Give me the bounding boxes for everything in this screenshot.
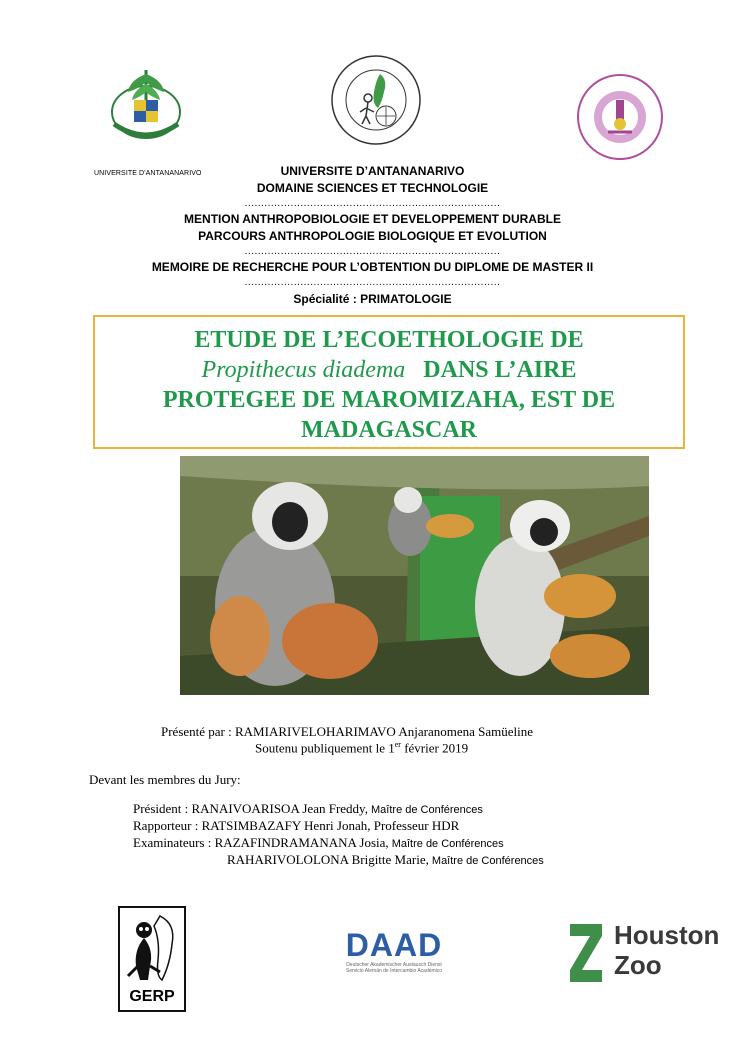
parcours-name: PARCOURS ANTHROPOLOGIE BIOLOGIQUE ET EVOLUTION bbox=[198, 229, 547, 243]
houston-zoo-emblem-icon bbox=[568, 922, 604, 984]
university-seal-logo bbox=[100, 62, 192, 142]
thesis-title-box bbox=[93, 315, 685, 449]
jury-examiner-2 bbox=[227, 852, 544, 868]
jury-intro: Devant les membres du Jury: bbox=[89, 772, 241, 787]
president-title: Maître de Conférences bbox=[367, 804, 483, 816]
sifaka-lemur-photo bbox=[180, 456, 649, 695]
zoo-label: Zoo bbox=[614, 950, 662, 980]
gerp-logo bbox=[118, 906, 186, 1012]
daad-wordmark: DAAD bbox=[345, 927, 443, 963]
examiner-1-title: Maître de Conférences bbox=[388, 838, 504, 850]
speciality: Spécialité : PRIMATOLOGIE bbox=[293, 292, 452, 306]
houston-zoo-logo bbox=[568, 920, 720, 984]
title-line-4: MADAGASCAR bbox=[301, 417, 477, 443]
president-name: Président : RANAIVOARISOA Jean Freddy, bbox=[133, 801, 368, 816]
separator-dots: .............................................................................. bbox=[244, 198, 501, 209]
daad-subtitle-2: Servicio Alemán de Intercambio Académico bbox=[345, 968, 443, 974]
defense-sup: er bbox=[394, 740, 401, 749]
university-small-label: UNIVERSITE D'ANTANANARIVO bbox=[94, 170, 202, 177]
memoir-description: MEMOIRE DE RECHERCHE POUR L’OBTENTION DU DIPLOME DE MASTER II bbox=[151, 260, 594, 274]
title-line-3: PROTEGEE DE MAROMIZAHA, EST DE bbox=[162, 387, 616, 413]
defense-date bbox=[255, 740, 468, 756]
separator-dots: .............................................................................. bbox=[244, 277, 501, 288]
daad-logo bbox=[330, 928, 458, 974]
examiner-2-name: RAHARIVOLOLONA Brigitte Marie, bbox=[227, 852, 429, 867]
gerp-label: GERP bbox=[129, 988, 175, 1005]
domain-name: DOMAINE SCIENCES ET TECHNOLOGIE bbox=[256, 181, 489, 195]
species-name: Propithecus diadema bbox=[201, 357, 406, 383]
examiner-1-name: Examinateurs : RAZAFINDRAMANANA Josia, bbox=[133, 835, 389, 850]
mention-seal-logo bbox=[328, 52, 424, 148]
mention-name: MENTION ANTHROPOBIOLOGIE ET DEVELOPPEMENT DURABLE bbox=[184, 212, 561, 226]
jury-examiner-1 bbox=[133, 835, 504, 851]
defense-suffix: février 2019 bbox=[400, 740, 469, 756]
separator-dots: .............................................................................. bbox=[244, 246, 501, 257]
daad-subtitle-1: Deutscher Akademischer Austausch Dienst bbox=[346, 962, 442, 968]
jury-president bbox=[133, 801, 483, 817]
defense-prefix: Soutenu publiquement le 1 bbox=[255, 740, 395, 756]
houston-label: Houston bbox=[614, 920, 720, 950]
presented-by: Présenté par : RAMIARIVELOHARIMAVO Anjaranomena Samüeline bbox=[161, 724, 533, 739]
examiner-2-title: Maître de Conférences bbox=[428, 855, 544, 867]
jury-rapporteur: Rapporteur : RATSIMBAZAFY Henri Jonah, Professeur HDR bbox=[133, 818, 460, 833]
title-line-1: ETUDE DE L’ECOETHOLOGIE DE bbox=[194, 327, 584, 353]
title-line-2-rest: DANS L’AIRE bbox=[423, 357, 577, 383]
faculty-sciences-seal-logo bbox=[572, 72, 668, 162]
title-line-2 bbox=[95, 355, 683, 385]
university-name: UNIVERSITE D’ANTANANARIVO bbox=[280, 164, 465, 178]
